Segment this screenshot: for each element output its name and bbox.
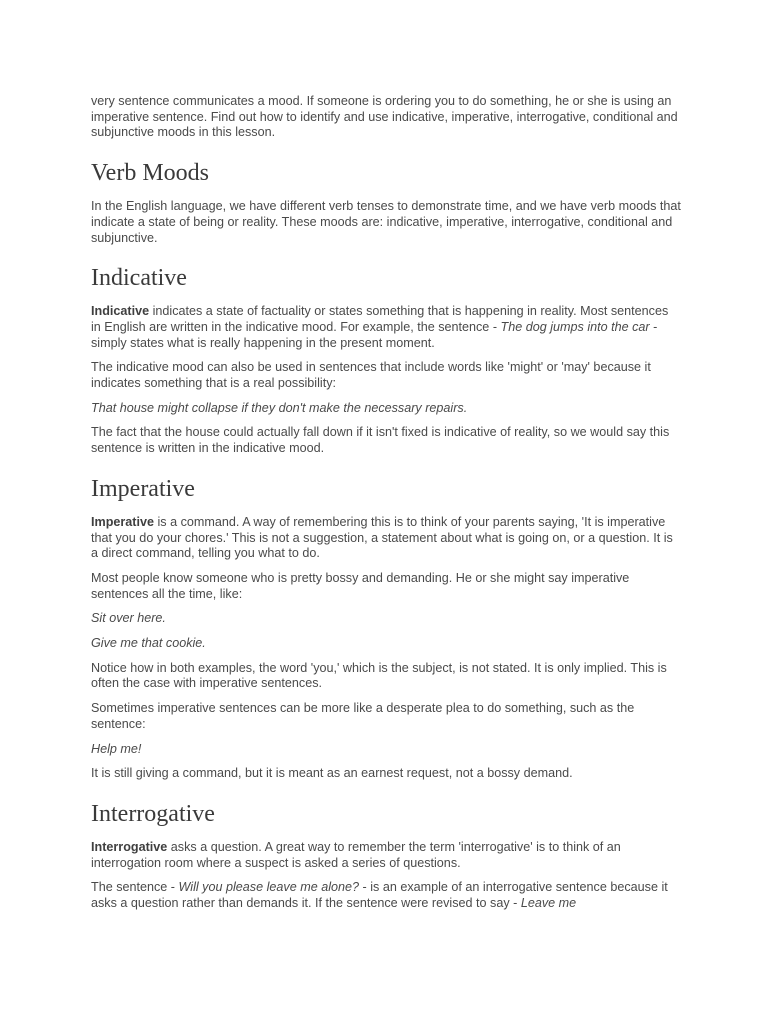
imperative-example-2-text: Give me that cookie. bbox=[91, 636, 206, 651]
imperative-definition: is a command. A way of remembering this is to think of your parents saying, 'It is imperative that you do your chores.' This is not a suggestion, a statement about what is going on, or a question. It is a direct command, telling you what to do. bbox=[91, 514, 673, 561]
interrogative-paragraph-1 bbox=[91, 840, 681, 871]
verb-moods-paragraph: In the English language, we have different verb tenses to demonstrate time, and we have verb moods that indicate a state of being or reality. These moods are: indicative, imperative, interrogative, conditional and subjunctive. bbox=[91, 199, 681, 245]
interrogative-sentence-body: - is an example of an interrogative sentence because it asks a question rather than demands it. If the sentence were revised to say - bbox=[91, 880, 668, 911]
indicative-paragraph-1 bbox=[91, 304, 681, 351]
heading-indicative: Indicative bbox=[91, 265, 187, 292]
interrogative-term: Interrogative bbox=[91, 839, 168, 854]
indicative-paragraph-3: The fact that the house could actually fall down if it isn't fixed is indicative of reality, so we would say this sentence is written in the indicative mood. bbox=[91, 425, 670, 456]
imperative-example-1-text: Sit over here. bbox=[91, 611, 166, 626]
indicative-paragraph-2: The indicative mood can also be used in sentences that include words like 'might' or 'may' because it indicates something that is a real possibility: bbox=[91, 360, 651, 391]
indicative-example bbox=[91, 401, 681, 417]
intro-paragraph: very sentence communicates a mood. If someone is ordering you to do something, he or she is using an imperative sentence. Find out how to identify and use indicative, imperative, interrogative, conditional and subjunctive moods in this lesson. bbox=[91, 94, 678, 140]
interrogative-sentence-lead: The sentence - bbox=[91, 880, 179, 895]
imperative-paragraph-3: Notice how in both examples, the word 'you,' which is the subject, is not stated. It is only implied. This is often the case with imperative sentences. bbox=[91, 660, 667, 691]
imperative-example-1 bbox=[91, 611, 681, 627]
imperative-example-3 bbox=[91, 742, 681, 758]
interrogative-paragraph-2 bbox=[91, 880, 681, 911]
indicative-example-text: That house might collapse if they don't make the necessary repairs. bbox=[91, 400, 468, 415]
imperative-paragraph-5: It is still giving a command, but it is meant as an earnest request, not a bossy demand. bbox=[91, 766, 573, 781]
imperative-term: Imperative bbox=[91, 514, 154, 529]
imperative-example-2 bbox=[91, 636, 681, 652]
interrogative-inline-example: Will you please leave me alone? bbox=[178, 880, 360, 895]
indicative-term: Indicative bbox=[91, 304, 150, 319]
indicative-definition: indicates a state of factuality or states something that is happening in reality. Most sentences in English are written in the indicative mood. For example, the sentence - bbox=[91, 304, 669, 334]
heading-imperative: Imperative bbox=[91, 475, 195, 502]
imperative-paragraph-1 bbox=[91, 515, 681, 562]
indicative-inline-example: The dog jumps into the car bbox=[500, 319, 650, 334]
indicative-definition-tail: - simply states what is really happening in the present moment. bbox=[91, 319, 658, 350]
interrogative-sentence-tail: Leave me bbox=[520, 896, 577, 911]
document-page bbox=[91, 94, 681, 921]
imperative-example-3-text: Help me! bbox=[91, 741, 142, 756]
imperative-paragraph-4: Sometimes imperative sentences can be more like a desperate plea to do something, such as the sentence: bbox=[91, 701, 635, 731]
imperative-paragraph-2: Most people know someone who is pretty bossy and demanding. He or she might say imperative sentences all the time, like: bbox=[91, 570, 630, 601]
heading-interrogative: Interrogative bbox=[91, 800, 215, 827]
heading-verb-moods: Verb Moods bbox=[91, 160, 209, 187]
interrogative-definition: asks a question. A great way to remember the term 'interrogative' is to think of an interrogation room where a suspect is asked a series of questions. bbox=[91, 839, 621, 870]
